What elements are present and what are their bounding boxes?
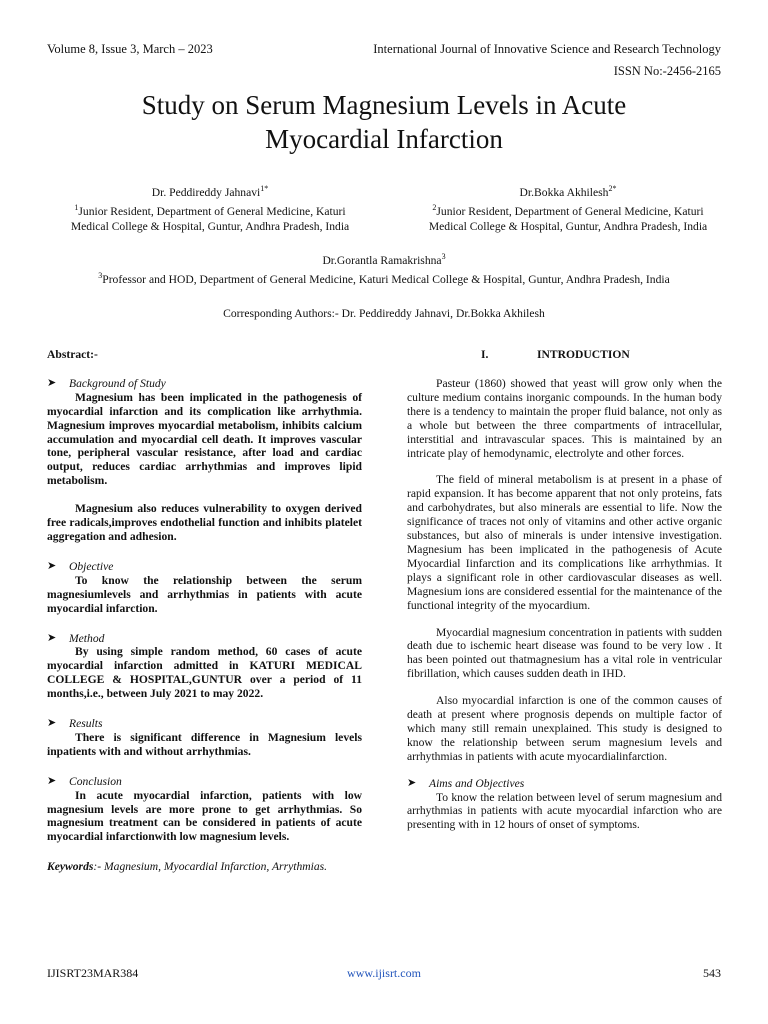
author-block-3 <box>0 249 768 287</box>
affiliation-3: Professor and HOD, Department of General Medicine, Katuri Medical College & Hospital, Guntur, Andhra Pradesh, India <box>102 272 670 286</box>
author-sup-1: 1* <box>260 184 269 193</box>
section-number: I. <box>481 348 489 361</box>
conclusion-text: In acute myocardial infarction, patients with low magnesium levels are more prone to get arrhythmias. So magnesium treatment can be considered in patients of acute myocardial infarctionwith low magnesium levels. <box>47 788 362 844</box>
author-block-1 <box>40 181 380 234</box>
introduction-column <box>407 348 722 832</box>
aims-heading: ➤ Aims and Objectives <box>407 776 525 790</box>
author-sup-3: 3 <box>441 252 446 261</box>
page-number: 543 <box>703 966 721 980</box>
bullet-arrow-icon: ➤ <box>47 376 57 389</box>
footer-article-id: IJISRT23MAR384 <box>47 966 139 980</box>
issn: ISSN No:-2456-2165 <box>613 64 721 78</box>
method-heading: ➤ Method <box>47 631 105 645</box>
affiliation-2-line-1: Junior Resident, Department of General Medicine, Katuri <box>436 204 704 218</box>
title-line-1: Study on Serum Magnesium Levels in Acute <box>141 90 627 120</box>
objective-text: To know the relationship between the serum magnesiumlevels and arrhythmias in patients with acute myocardial infarction. <box>47 573 362 615</box>
title-line-2: Myocardial Infarction <box>265 124 503 154</box>
author-name-2: Dr.Bokka Akhilesh <box>519 185 609 199</box>
conclusion-heading: ➤ Conclusion <box>47 774 122 788</box>
paper-title <box>0 88 768 156</box>
bullet-arrow-icon: ➤ <box>47 631 57 644</box>
affiliation-1-line-1: Junior Resident, Department of General Medicine, Katuri <box>78 204 346 218</box>
introduction-heading <box>407 348 722 362</box>
abstract-column <box>47 348 362 874</box>
aims-text: To know the relation between level of serum magnesium and arrhythmias in patients with acute myocardial infarction who are presenting with in 12 hours of onset of symptoms. <box>407 790 722 832</box>
keywords <box>47 860 362 874</box>
intro-paragraph-4: Also myocardial infarction is one of the common causes of death at present where prognosis depends on multiple factor of which many still remain unexplained. This study is designed to know the relationship between serum magnesium levels and arrhythmias in patients with acute myocardialinfarction. <box>407 694 722 763</box>
author-block-2 <box>398 181 738 234</box>
affiliation-2-line-2: Medical College & Hospital, Guntur, Andhra Pradesh, India <box>428 219 708 233</box>
objective-heading: ➤ Objective <box>47 559 114 573</box>
intro-paragraph-1: Pasteur (1860) showed that yeast will grow only when the culture medium contains inorganic compounds. In the human body there is a tendency to maintain the proper fluid balance, not only as a whole but between the three compartments of intracellular, interstitial and intravascular spaces. This is maintained by an intricate play of hemodynamic, electrolyte and other forces. <box>407 377 722 460</box>
bullet-arrow-icon: ➤ <box>47 559 57 572</box>
section-title: INTRODUCTION <box>537 348 630 361</box>
background-paragraph-1: Magnesium has been implicated in the pathogenesis of myocardial infarction and its complication like arrhythmia. Magnesium improves myocardial metabolism, inhibits calcium accumulation and myocardial cell death. It improves vascular tone, peripheral vascular resistance, after load and cardiac output, reduces cardiac arrhythmias and improves lipid metabolism. <box>47 390 362 488</box>
method-text: By using simple random method, 60 cases of acute myocardial infarction admitted in KATURI MEDICAL COLLEGE & HOSPITAL,GUNTUR over a period of 11 months,i.e., between July 2021 to may 2022. <box>47 645 362 701</box>
aff-sup-3: 3 <box>98 270 103 280</box>
aff-sup-1: 1 <box>74 202 79 212</box>
bullet-arrow-icon: ➤ <box>47 774 57 787</box>
corresponding-authors: Corresponding Authors:- Dr. Peddireddy Jahnavi, Dr.Bokka Akhilesh <box>223 307 545 320</box>
background-heading: ➤ Background of Study <box>47 376 166 390</box>
keywords-label: Keywords <box>47 860 94 874</box>
bullet-arrow-icon: ➤ <box>47 717 57 730</box>
volume-info: Volume 8, Issue 3, March – 2023 <box>47 42 213 56</box>
journal-name: International Journal of Innovative Science and Research Technology <box>373 42 721 56</box>
results-text: There is significant difference in Magnesium levels inpatients with and without arrhythmias. <box>47 730 362 758</box>
footer-website-link[interactable]: www.ijisrt.com <box>347 966 421 980</box>
background-paragraph-2: Magnesium also reduces vulnerability to oxygen derived free radicals,improves endothelial function and inhibits platelet aggregation and adhesion. <box>47 502 362 543</box>
author-sup-2: 2* <box>608 184 617 193</box>
author-name-1: Dr. Peddireddy Jahnavi <box>151 185 261 199</box>
abstract-label: Abstract:- <box>47 348 98 361</box>
author-name-3: Dr.Gorantla Ramakrishna <box>322 253 442 267</box>
keywords-text: :- Magnesium, Myocardial Infarction, Arrythmias. <box>93 860 328 874</box>
bullet-arrow-icon: ➤ <box>407 776 417 789</box>
aff-sup-2: 2 <box>432 202 437 212</box>
intro-paragraph-3: Myocardial magnesium concentration in patients with sudden death due to ischemic heart disease was found to be very low . It has been pointed out thatmagnesium has a vital role in ventricular fibrillation, which causes sudden death in IHD. <box>407 625 722 681</box>
intro-paragraph-2: The field of mineral metabolism is at present in a phase of rapid expansion. It has become apparent that not only proteins, fats and carbohydrates, but also minerals are essential to life. Now the significance of traces not only of vitamins and other active organic substances, but also of minerals is under intensive investigation. Magnesium has been implicated in the pathogenesis of Acute Myocardial Iinfarction and its complications like arrhythmias. It plays a significant role in other cardiovascular diseases as well. Magnesium ions are considered essential for the maintenance of the functional integrity of the myocardium. <box>407 473 722 612</box>
results-heading: ➤ Results <box>47 717 103 731</box>
affiliation-1-line-2: Medical College & Hospital, Guntur, Andhra Pradesh, India <box>70 219 350 233</box>
